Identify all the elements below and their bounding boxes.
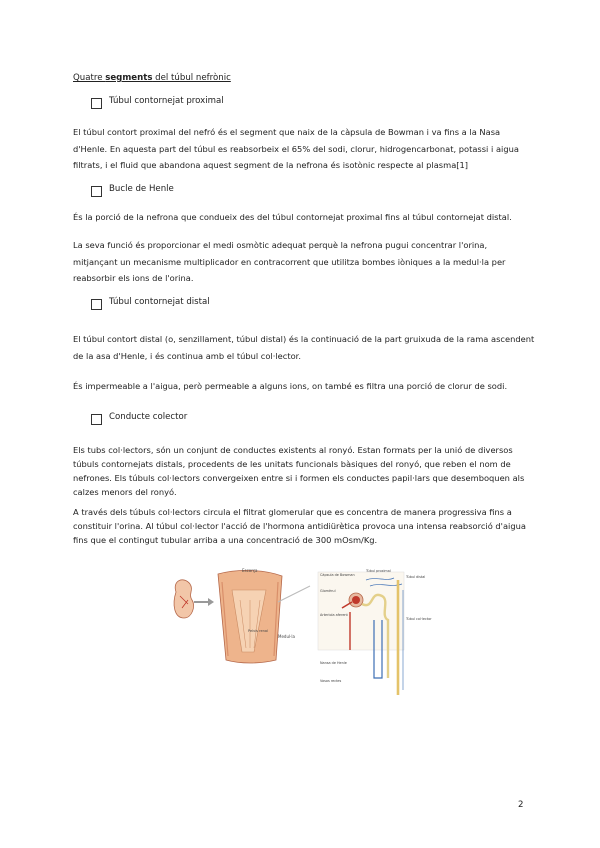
label-henle: Nansa de Henle <box>320 661 347 665</box>
label-collector: Túbul col·lector <box>406 617 432 621</box>
checkbox[interactable] <box>91 299 102 310</box>
text-line: filtrats, i el fluid que abandona aquest segment de la nefrona és isotònic respecte al plasma[1] <box>73 160 469 170</box>
checklist-label: Túbul contornejat proximal <box>109 96 224 106</box>
heading-bold: segments <box>105 73 153 83</box>
paragraph-distal-permeability <box>73 378 523 395</box>
text-line: El túbul contort distal (o, senzillament, túbul distal) és la continuació de la part gruixuda de la rama ascendent <box>73 334 535 344</box>
checkbox[interactable] <box>91 98 102 109</box>
label-pelvis: Pelvis renal <box>248 629 268 633</box>
label-arteriole: Arteriola aferent <box>320 613 348 617</box>
text-line: túbuls contornejats distals, procedents de les unitats funcionals bàsiques del ronyó, que reben el nom de <box>73 459 511 469</box>
text-line: El túbul contort proximal del nefró és el segment que naix de la càpsula de Bowman i va fins a la Nasa <box>73 127 501 137</box>
arrow-head-icon <box>208 598 214 606</box>
text-line: constituir l'orina. Al túbul col·lector l'acció de l'hormona antidiürètica provoca una intensa reabsorció d'aigua <box>73 521 526 531</box>
text-line: mitjançant un mecanisme multiplicador en contracorrent que utilitza bombes iòniques a la medul·la per <box>73 256 506 267</box>
heading-suffix: del túbul nefrònic <box>152 73 231 83</box>
heading-prefix: Quatre <box>73 73 106 83</box>
renal-section-drawing <box>218 570 282 663</box>
text-line: fins que el contingut tubular arriba a una concentració de 300 mOsm/Kg. <box>73 535 378 545</box>
paragraph-collector-function <box>73 505 526 547</box>
zoom-line <box>278 586 310 602</box>
label-cortex: Escorça <box>242 568 258 573</box>
label-medulla: Medul·la <box>278 634 295 639</box>
checkbox[interactable] <box>91 186 102 197</box>
label-proximal: Túbul proximal <box>366 569 391 573</box>
text-line: calzes menors del ronyó. <box>73 487 177 497</box>
label-vessels: Vasos rectes <box>320 679 342 683</box>
section-heading <box>73 70 231 86</box>
label-glomerulus: Glomèrul <box>320 589 336 593</box>
paragraph-collector <box>73 443 523 499</box>
checkbox[interactable] <box>91 414 102 425</box>
text-line: Els tubs col·lectors, són un conjunt de conductes existents al ronyó. Estan formats per la unió de diversos <box>73 445 513 455</box>
paragraph-henle-def <box>73 209 523 226</box>
kidney-drawing <box>174 580 194 618</box>
text-line: de la asa d'Henle, i és continua amb el túbul col·lector. <box>73 350 301 361</box>
text-line: A través dels túbuls col·lectors circula el filtrat glomerular que es concentra de manera progressiva fins a <box>73 507 512 517</box>
text-line: És la porció de la nefrona que condueix des del túbul contornejat proximal fins al túbul contornejat distal. <box>73 212 512 222</box>
text-line: reabsorbir els ions de l'orina. <box>73 273 194 283</box>
text-line: d'Henle. En aquesta part del túbul es reabsorbeix el 65% del sodi, clorur, hidrogencarbonat, potassi i aigua <box>73 143 519 154</box>
checklist-label: Conducte colector <box>109 412 188 422</box>
text-line: És impermeable a l'aigua, però permeable a alguns ions, on també es filtra una porció de clorur de sodi. <box>73 381 508 391</box>
paragraph-henle-function <box>73 237 523 287</box>
checklist-label: Bucle de Henle <box>109 184 174 194</box>
nephron-illustration <box>170 560 440 705</box>
paragraph-proximal <box>73 124 523 174</box>
label-distal: Túbul distal <box>406 575 426 579</box>
checklist-label: Túbul contornejat distal <box>109 297 210 307</box>
text-line: nefrones. Els túbuls col·lectors convergeixen entre si i formen els conductes papil·lars que desemboquen als <box>73 473 525 483</box>
paragraph-distal <box>73 331 535 364</box>
label-capsule: Càpsula de Bowman <box>320 573 355 577</box>
page-number: 2 <box>518 800 524 810</box>
text-line: La seva funció és proporcionar el medi osmòtic adequat perquè la nefrona pugui concentrar l'orina, <box>73 240 488 250</box>
